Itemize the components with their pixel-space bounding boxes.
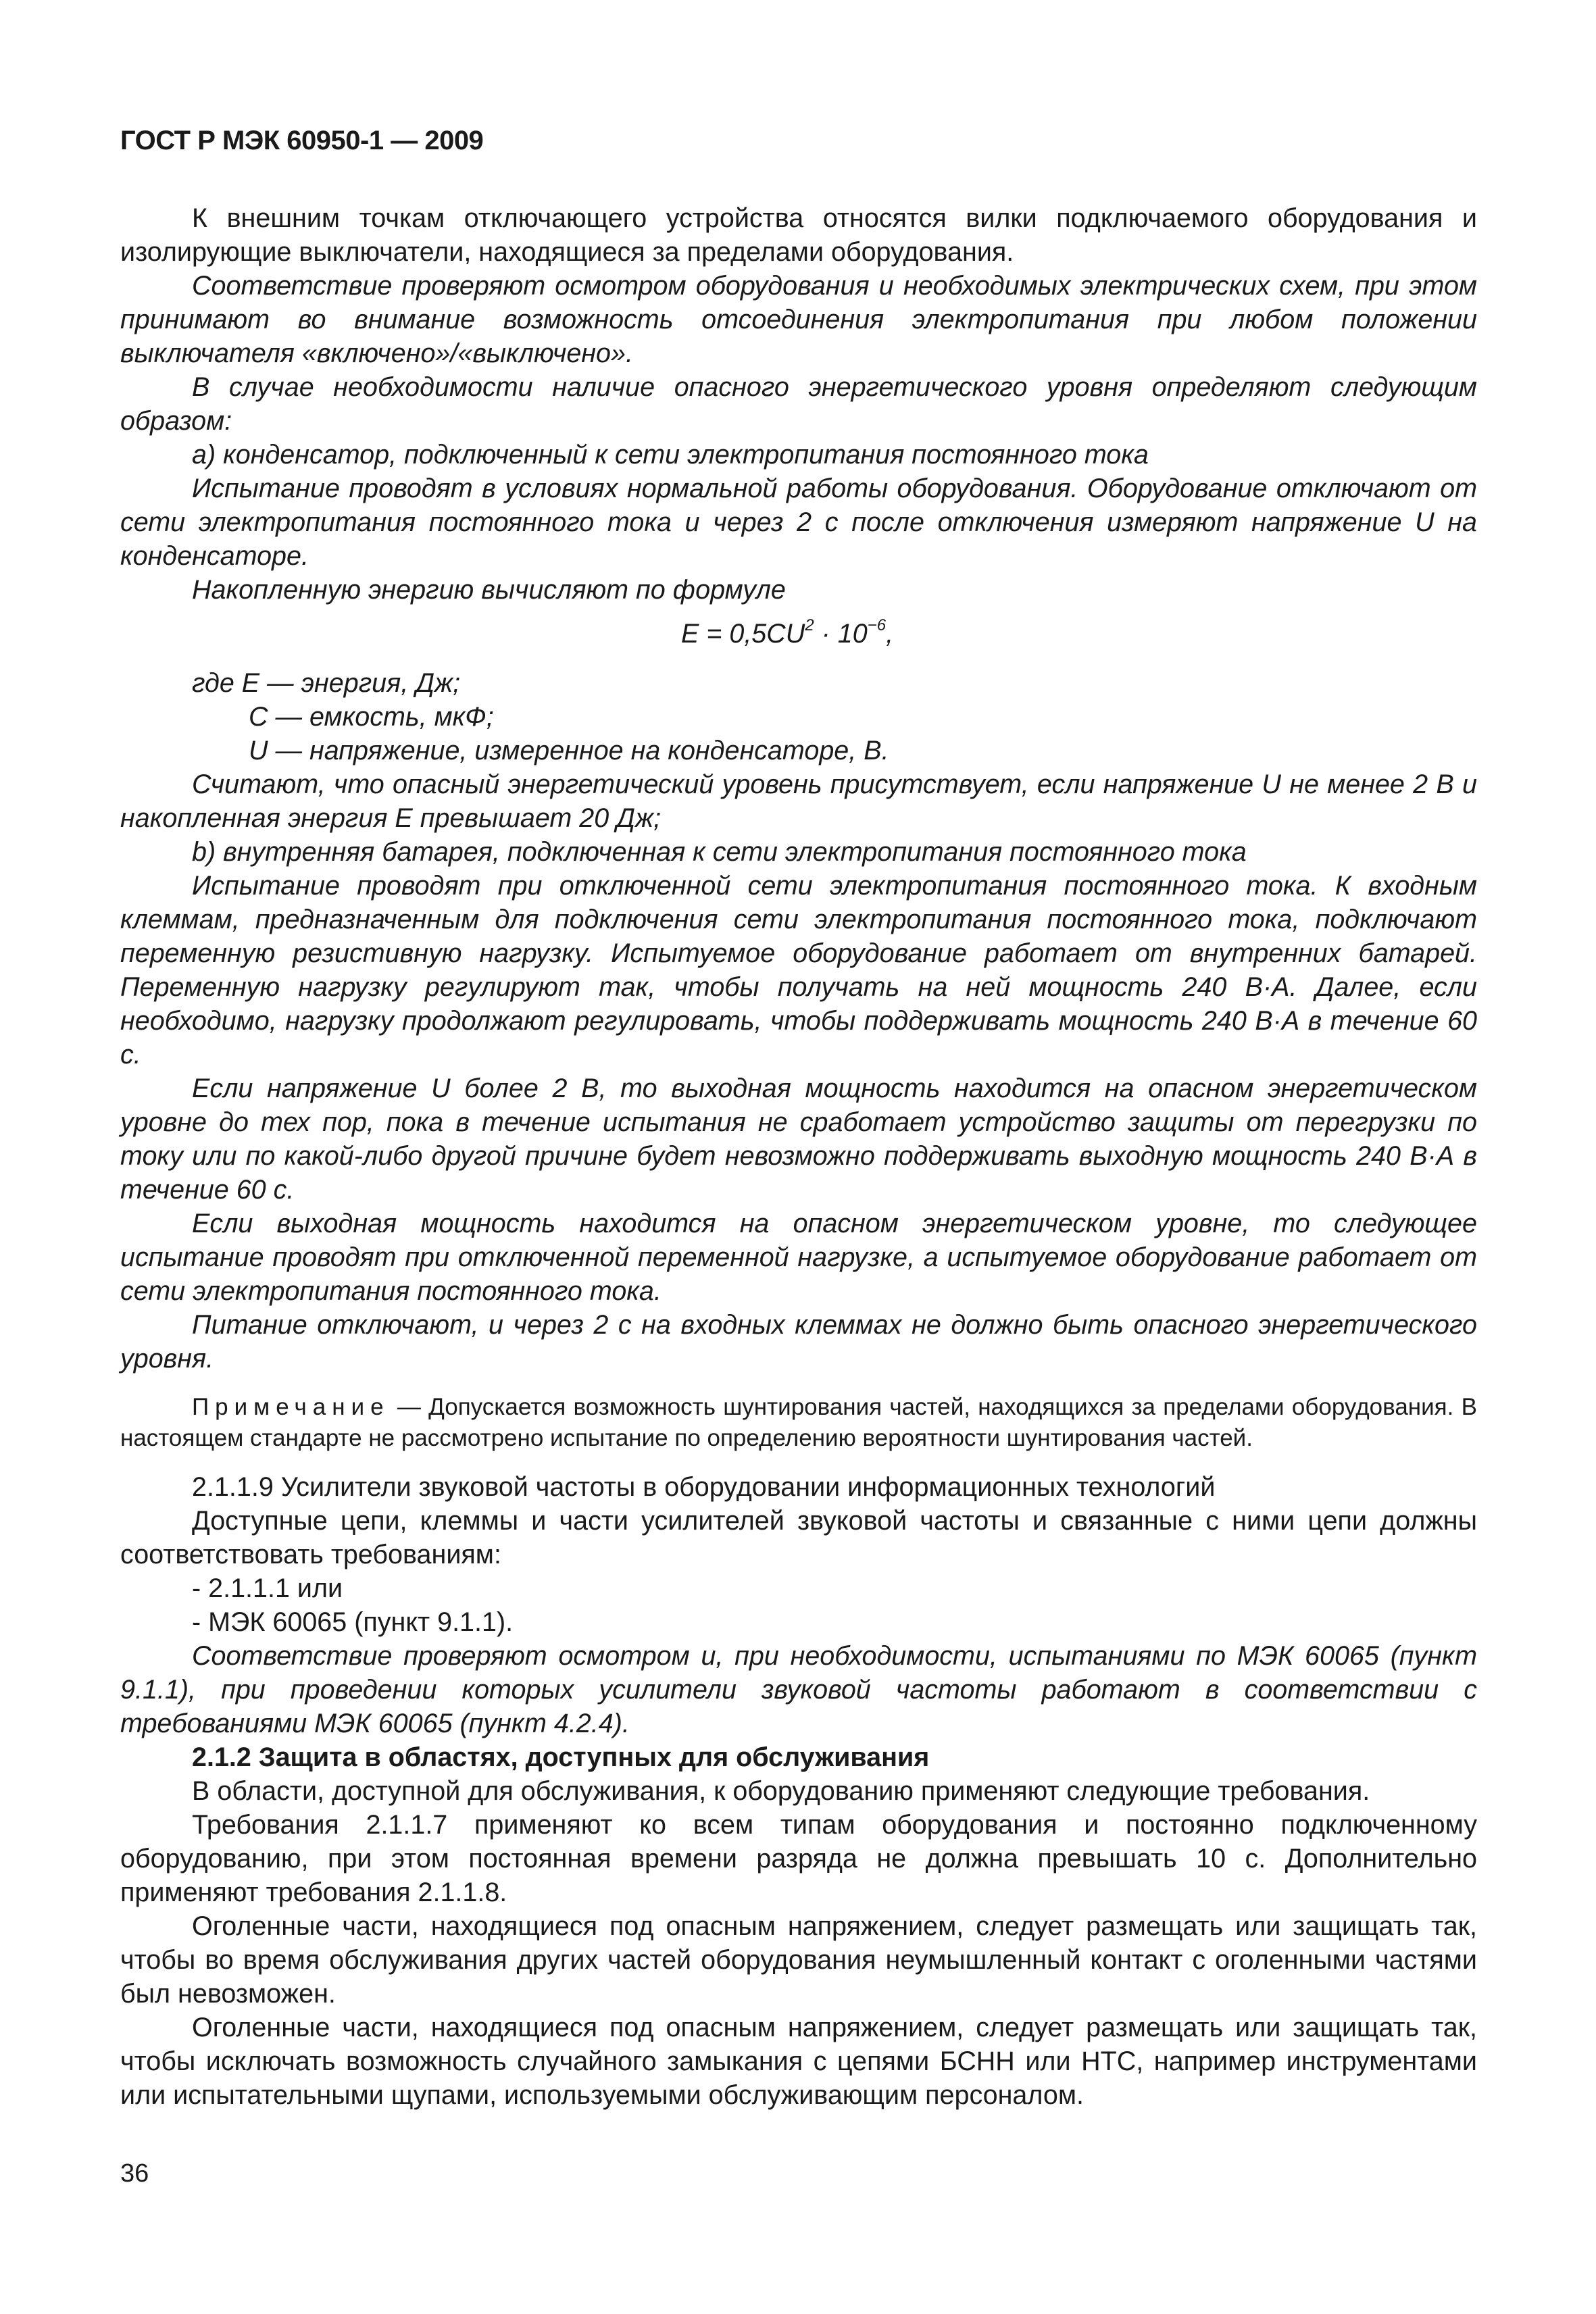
paragraph: Испытание проводят при отключенной сети электропитания постоянного тока. К входным клеммам, предназначенным для подключения сети электропитания постоянного тока, подключают переменную резистивную нагрузку. Испытуемое оборудование работает от внутренних батарей. Переменную нагрузку регулируют так, чтобы получать на ней мощность 240 В·А. Далее, если необходимо, нагрузку продолжают регулировать, чтобы поддерживать мощность 240 В·А в течение 60 с.: [120, 871, 1477, 1070]
formula-exponent: 2: [805, 615, 814, 634]
paragraph: Накопленную энергию вычисляют по формуле: [192, 575, 786, 605]
paragraph: В случае необходимости наличие опасного энергетического уровня определяют следующим образом:: [120, 372, 1477, 436]
paragraph: Соответствие проверяют осмотром и, при необходимости, испытаниями по МЭК 60065 (пункт 9.1.1), при проведении которых усилители звуковой частоты работают в соответствии с требованиями МЭК 60065 (пункт 4.2.4).: [120, 1641, 1477, 1738]
formula-exponent: −6: [867, 615, 887, 634]
document-header: ГОСТ Р МЭК 60950-1 — 2009: [120, 126, 484, 155]
formula-left: E = 0,5CU: [681, 619, 805, 649]
paragraph: Оголенные части, находящиеся под опасным напряжением, следует размещать или защищать так, чтобы во время обслуживания других частей оборудования неумышленный контакт с оголенными частями был невозможен.: [120, 1911, 1477, 2009]
paragraph: В области, доступной для обслуживания, к оборудованию применяют следующие требования.: [192, 1776, 1370, 1806]
paragraph: Доступные цепи, клеммы и части усилителей звуковой частоты и связанные с ними цепи должны соответствовать требованиям:: [120, 1506, 1477, 1569]
energy-formula: [120, 616, 1477, 651]
section-heading-bold: 2.1.2 Защита в областях, доступных для обслуживания: [192, 1742, 930, 1772]
paragraph: К внешним точкам отключающего устройства относятся вилки подключаемого оборудования и изолирующие выключатели, находящиеся за пределами оборудования.: [120, 203, 1477, 267]
note: [120, 1392, 1477, 1454]
paragraph: Испытание проводят в условиях нормальной работы оборудования. Оборудование отключают от сети электропитания постоянного тока и через 2 с после отключения измеряют напряжение U на конденсаторе.: [120, 474, 1477, 571]
note-text: — Допускается возможность шунтирования частей, находящихся за пределами оборудования. В настоящем стандарте не рассмотрено испытание по определению вероятности шунтирования частей.: [120, 1394, 1477, 1451]
document-body: [120, 201, 1477, 2112]
paragraph: Если выходная мощность находится на опасном энергетическом уровне, то следующее испытание проводят при отключенной переменной нагрузке, а испытуемое оборудование работает от сети электропитания постоянного тока.: [120, 1209, 1477, 1306]
paragraph: Требования 2.1.1.7 применяют ко всем типам оборудования и постоянно подключенному оборудованию, при этом постоянная времени разряда не должна превышать 10 с. Дополнительно применяют требования 2.1.1.8.: [120, 1810, 1477, 1907]
paragraph: Питание отключают, и через 2 с на входных клеммах не должно быть опасного энергетического уровня.: [120, 1310, 1477, 1374]
list-item: - МЭК 60065 (пункт 9.1.1).: [192, 1607, 514, 1637]
legend-line: C — емкость, мкФ;: [249, 702, 494, 732]
formula-end: ,: [886, 619, 894, 649]
formula-mid: · 10: [814, 619, 868, 649]
list-item-a: a) конденсатор, подключенный к сети электропитания постоянного тока: [192, 440, 1149, 470]
list-item-b: b) внутренняя батарея, подключенная к сети электропитания постоянного тока: [192, 837, 1247, 867]
paragraph: Считают, что опасный энергетический уровень присутствует, если напряжение U не менее 2 В и накопленная энергия E превышает 20 Дж;: [120, 770, 1477, 833]
list-item: - 2.1.1.1 или: [192, 1574, 343, 1603]
note-label: Примечание: [192, 1394, 390, 1420]
paragraph: Оголенные части, находящиеся под опасным напряжением, следует размещать или защищать так, чтобы исключать возможность случайного замыкания с цепями БСНН или НТС, например инструментами или испытательными щупами, используемыми обслуживающим персоналом.: [120, 2013, 1477, 2110]
section-heading: 2.1.1.9 Усилители звуковой частоты в оборудовании информационных технологий: [192, 1472, 1216, 1502]
paragraph: Соответствие проверяют осмотром оборудования и необходимых электрических схем, при этом принимают во внимание возможность отсоединения электропитания при любом положении выключателя «включено»/«выключено».: [120, 271, 1477, 368]
paragraph: Если напряжение U более 2 В, то выходная мощность находится на опасном энергетическом уровне до тех пор, пока в течение испытания не сработает устройство защиты от перегрузки по току или по какой-либо другой причине будет невозможно поддерживать выходную мощность 240 В·А в течение 60 с.: [120, 1074, 1477, 1205]
page-number: 36: [120, 2159, 149, 2188]
legend-line: где E — энергия, Дж;: [192, 668, 461, 698]
formula-legend: [120, 666, 1477, 768]
legend-line: U — напряжение, измеренное на конденсаторе, В.: [249, 736, 889, 765]
